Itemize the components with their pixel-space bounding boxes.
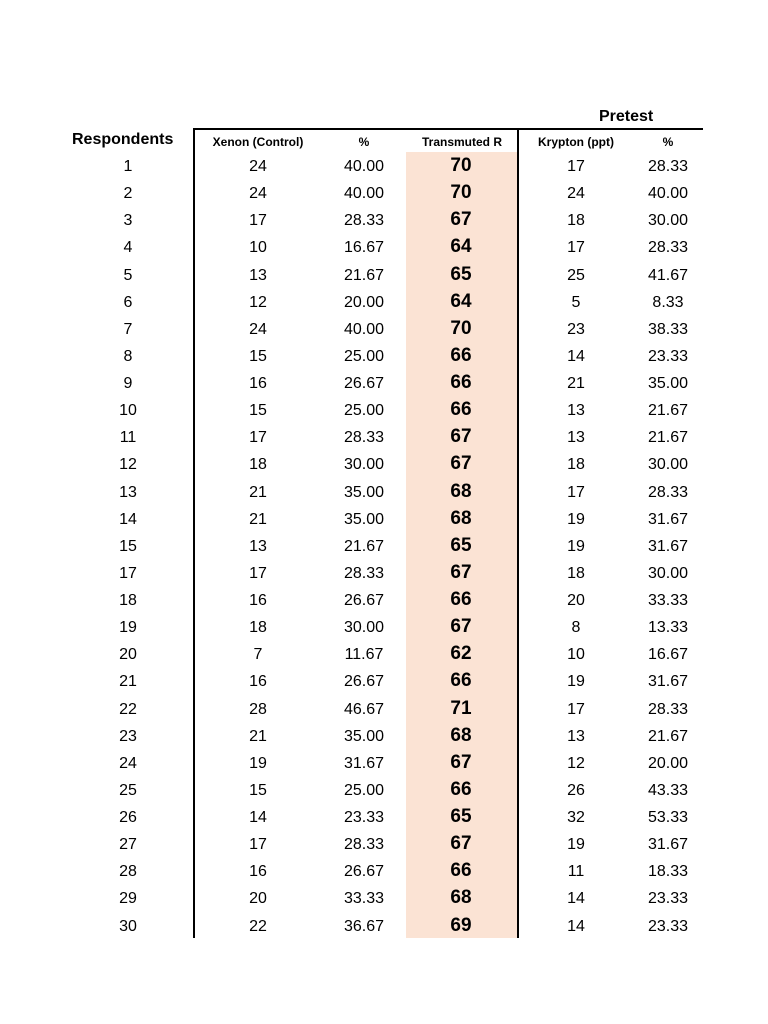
krypton-percent-value: 33.33 bbox=[647, 592, 689, 609]
respondent-number: 9 bbox=[123, 375, 133, 392]
transmuted-r-value: 66 bbox=[450, 860, 472, 882]
xenon-control-value: 19 bbox=[249, 754, 267, 772]
respondent-number: 19 bbox=[119, 619, 137, 637]
krypton-ppt-value: 24 bbox=[567, 185, 585, 203]
xenon-control-value: 17 bbox=[249, 212, 267, 230]
xenon-control-value: 21 bbox=[249, 727, 267, 745]
xenon-control-value: 18 bbox=[249, 619, 267, 637]
krypton-percent-value: 35.00 bbox=[647, 375, 689, 392]
data-table-body bbox=[0, 153, 768, 940]
respondent-number: 15 bbox=[119, 537, 137, 555]
krypton-ppt-value: 18 bbox=[567, 212, 585, 230]
krypton-ppt-value: 14 bbox=[567, 917, 585, 935]
table-row bbox=[0, 587, 768, 614]
krypton-percent-value: 30.00 bbox=[647, 212, 689, 230]
respondent-number: 18 bbox=[119, 592, 137, 609]
xenon-control-value: 24 bbox=[249, 320, 267, 338]
transmuted-r-value: 70 bbox=[450, 155, 472, 176]
transmuted-r-value: 70 bbox=[450, 182, 472, 204]
xenon-percent-value: 40.00 bbox=[343, 158, 385, 175]
table-row bbox=[0, 397, 768, 424]
transmuted-r-value: 67 bbox=[450, 616, 472, 638]
krypton-percent-value: 30.00 bbox=[647, 564, 689, 582]
xenon-control-value: 16 bbox=[249, 375, 267, 392]
krypton-ppt-value: 17 bbox=[567, 700, 585, 718]
respondent-number: 14 bbox=[119, 510, 137, 528]
krypton-percent-value: 43.33 bbox=[647, 781, 689, 799]
table-row bbox=[0, 180, 768, 207]
table-row bbox=[0, 207, 768, 234]
krypton-ppt-value: 32 bbox=[567, 809, 585, 826]
xenon-percent-value: 25.00 bbox=[343, 347, 385, 365]
krypton-percent-value: 21.67 bbox=[647, 429, 689, 447]
transmuted-r-value: 69 bbox=[450, 914, 472, 936]
xenon-percent-value: 30.00 bbox=[343, 456, 385, 474]
respondent-number: 10 bbox=[119, 402, 137, 420]
transmuted-r-value: 62 bbox=[450, 643, 472, 665]
krypton-percent-value: 20.00 bbox=[647, 754, 689, 772]
krypton-percent-value: 23.33 bbox=[647, 890, 689, 908]
krypton-ppt-value: 25 bbox=[567, 266, 585, 284]
transmuted-r-value: 67 bbox=[450, 751, 472, 773]
xenon-control-value: 22 bbox=[249, 917, 267, 935]
transmuted-r-value: 68 bbox=[450, 887, 472, 909]
respondent-number: 11 bbox=[119, 429, 137, 447]
krypton-ppt-value: 23 bbox=[567, 320, 585, 338]
table-row bbox=[0, 668, 768, 695]
respondent-number: 28 bbox=[119, 863, 137, 881]
xenon-percent-header: % bbox=[358, 135, 370, 149]
krypton-percent-value: 31.67 bbox=[647, 537, 689, 555]
table-row bbox=[0, 750, 768, 777]
transmuted-r-value: 67 bbox=[450, 426, 472, 448]
respondent-number: 12 bbox=[119, 456, 137, 474]
xenon-percent-value: 28.33 bbox=[343, 212, 385, 230]
table-row bbox=[0, 451, 768, 478]
xenon-percent-value: 20.00 bbox=[343, 293, 385, 311]
respondents-header: Respondents bbox=[72, 131, 174, 148]
xenon-percent-value: 28.33 bbox=[343, 836, 385, 854]
respondent-number: 7 bbox=[123, 320, 133, 338]
krypton-ppt-value: 8 bbox=[571, 619, 581, 637]
transmuted-r-value: 65 bbox=[450, 263, 472, 285]
xenon-control-value: 24 bbox=[249, 185, 267, 203]
transmuted-r-value: 66 bbox=[450, 778, 472, 800]
xenon-percent-value: 23.33 bbox=[343, 809, 385, 826]
krypton-ppt-value: 13 bbox=[567, 402, 585, 420]
table-row bbox=[0, 560, 768, 587]
xenon-control-value: 12 bbox=[249, 293, 267, 311]
krypton-ppt-value: 19 bbox=[567, 537, 585, 555]
transmuted-r-value: 66 bbox=[450, 589, 472, 610]
krypton-percent-value: 21.67 bbox=[647, 402, 689, 420]
pretest-group-label: Pretest bbox=[599, 108, 654, 125]
respondent-number: 8 bbox=[123, 347, 133, 365]
krypton-percent-value: 31.67 bbox=[647, 673, 689, 691]
respondent-number: 25 bbox=[119, 781, 137, 799]
xenon-control-value: 15 bbox=[249, 347, 267, 365]
krypton-ppt-value: 21 bbox=[567, 375, 585, 392]
transmuted-r-value: 66 bbox=[450, 399, 472, 421]
xenon-control-value: 17 bbox=[249, 429, 267, 447]
respondent-number: 24 bbox=[119, 754, 137, 772]
xenon-percent-value: 26.67 bbox=[343, 863, 385, 881]
krypton-percent-value: 16.67 bbox=[647, 646, 689, 664]
xenon-percent-value: 30.00 bbox=[343, 619, 385, 637]
krypton-percent-value: 23.33 bbox=[647, 917, 689, 935]
table-row bbox=[0, 831, 768, 858]
transmuted-r-value: 64 bbox=[450, 290, 472, 312]
transmuted-r-value: 70 bbox=[450, 317, 472, 339]
xenon-percent-value: 33.33 bbox=[343, 890, 385, 908]
respondent-number: 27 bbox=[119, 836, 137, 854]
transmuted-r-value: 68 bbox=[450, 724, 472, 746]
xenon-percent-value: 26.67 bbox=[343, 673, 385, 691]
krypton-ppt-value: 10 bbox=[567, 646, 585, 664]
transmuted-r-value: 66 bbox=[450, 670, 472, 692]
krypton-ppt-value: 13 bbox=[567, 429, 585, 447]
krypton-percent-value: 18.33 bbox=[647, 863, 689, 881]
xenon-control-value: 16 bbox=[249, 592, 267, 609]
respondent-number: 13 bbox=[119, 483, 137, 501]
krypton-ppt-value: 12 bbox=[567, 754, 585, 772]
xenon-percent-value: 25.00 bbox=[343, 402, 385, 420]
xenon-percent-value: 35.00 bbox=[343, 727, 385, 745]
table-row bbox=[0, 479, 768, 506]
xenon-percent-value: 35.00 bbox=[343, 483, 385, 501]
transmuted-r-value: 64 bbox=[450, 236, 472, 258]
transmuted-r-value: 65 bbox=[450, 534, 472, 556]
krypton-percent-value: 31.67 bbox=[647, 836, 689, 854]
xenon-percent-value: 21.67 bbox=[343, 537, 385, 555]
xenon-percent-value: 11.67 bbox=[344, 646, 384, 664]
krypton-percent-value: 28.33 bbox=[647, 700, 689, 718]
krypton-percent-value: 23.33 bbox=[647, 347, 689, 365]
xenon-control-value: 28 bbox=[249, 700, 267, 718]
xenon-control-value: 21 bbox=[249, 510, 267, 528]
xenon-percent-value: 26.67 bbox=[343, 375, 385, 392]
table-row bbox=[0, 696, 768, 723]
respondent-number: 3 bbox=[123, 212, 133, 230]
table-row bbox=[0, 343, 768, 370]
table-row bbox=[0, 316, 768, 343]
transmuted-r-value: 68 bbox=[450, 480, 472, 502]
krypton-percent-value: 28.33 bbox=[647, 483, 689, 501]
header-rule bbox=[193, 128, 703, 130]
table-row bbox=[0, 858, 768, 885]
table-row bbox=[0, 506, 768, 533]
xenon-control-value: 15 bbox=[249, 781, 267, 799]
xenon-control-value: 16 bbox=[249, 673, 267, 691]
krypton-ppt-value: 19 bbox=[567, 673, 585, 691]
table-row bbox=[0, 370, 768, 397]
respondent-number: 22 bbox=[119, 700, 137, 718]
krypton-ppt-value: 18 bbox=[567, 456, 585, 474]
table-row bbox=[0, 777, 768, 804]
krypton-ppt-value: 17 bbox=[567, 483, 585, 501]
transmuted-r-value: 67 bbox=[450, 453, 472, 475]
xenon-percent-value: 40.00 bbox=[343, 320, 385, 338]
respondent-number: 29 bbox=[119, 890, 137, 908]
xenon-control-value: 13 bbox=[249, 266, 267, 284]
krypton-ppt-value: 19 bbox=[567, 510, 585, 528]
transmuted-r-value: 65 bbox=[450, 806, 472, 827]
table-row bbox=[0, 913, 768, 940]
transmuted-r-value: 66 bbox=[450, 344, 472, 366]
krypton-percent-value: 41.67 bbox=[647, 266, 689, 284]
krypton-ppt-value: 14 bbox=[567, 890, 585, 908]
respondent-number: 1 bbox=[123, 158, 133, 175]
xenon-percent-value: 21.67 bbox=[343, 266, 385, 284]
transmuted-r-value: 68 bbox=[450, 507, 472, 529]
xenon-control-value: 20 bbox=[249, 890, 267, 908]
xenon-percent-value: 28.33 bbox=[343, 564, 385, 582]
respondent-number: 5 bbox=[123, 266, 133, 284]
krypton-percent-header: % bbox=[662, 135, 674, 149]
xenon-percent-value: 16.67 bbox=[343, 239, 385, 257]
xenon-control-value: 17 bbox=[249, 564, 267, 582]
krypton-ppt-value: 20 bbox=[567, 592, 585, 609]
krypton-ppt-value: 5 bbox=[571, 293, 581, 311]
table-row bbox=[0, 234, 768, 261]
xenon-control-value: 14 bbox=[249, 809, 267, 826]
respondent-number: 17 bbox=[119, 564, 137, 582]
table-row bbox=[0, 804, 768, 831]
transmuted-r-value: 66 bbox=[450, 372, 472, 393]
xenon-control-value: 13 bbox=[249, 537, 267, 555]
krypton-ppt-value: 11 bbox=[567, 863, 585, 881]
xenon-percent-value: 25.00 bbox=[343, 781, 385, 799]
krypton-percent-value: 31.67 bbox=[647, 510, 689, 528]
transmuted-r-value: 67 bbox=[450, 561, 472, 583]
respondent-number: 20 bbox=[119, 646, 137, 664]
table-row bbox=[0, 614, 768, 641]
xenon-percent-value: 26.67 bbox=[343, 592, 385, 609]
transmuted-r-value: 67 bbox=[450, 833, 472, 855]
krypton-percent-value: 28.33 bbox=[647, 239, 689, 257]
krypton-percent-value: 21.67 bbox=[647, 727, 689, 745]
krypton-ppt-header: Krypton (ppt) bbox=[538, 135, 614, 149]
respondent-number: 2 bbox=[123, 185, 133, 203]
table-row bbox=[0, 641, 768, 668]
table-row bbox=[0, 885, 768, 912]
xenon-control-value: 7 bbox=[253, 646, 263, 664]
xenon-control-value: 21 bbox=[249, 483, 267, 501]
table-row bbox=[0, 424, 768, 451]
krypton-ppt-value: 14 bbox=[567, 347, 585, 365]
table-row bbox=[0, 289, 768, 316]
xenon-percent-value: 36.67 bbox=[343, 917, 385, 935]
krypton-percent-value: 13.33 bbox=[647, 619, 689, 637]
krypton-ppt-value: 26 bbox=[567, 781, 585, 799]
xenon-percent-value: 46.67 bbox=[343, 700, 385, 718]
transmuted-r-value: 67 bbox=[450, 209, 472, 231]
krypton-ppt-value: 17 bbox=[567, 239, 585, 257]
xenon-control-value: 10 bbox=[249, 239, 267, 257]
xenon-percent-value: 40.00 bbox=[343, 185, 385, 203]
table-row bbox=[0, 262, 768, 289]
respondent-number: 26 bbox=[119, 809, 137, 826]
respondent-number: 30 bbox=[119, 917, 137, 935]
respondent-number: 4 bbox=[123, 239, 133, 257]
xenon-percent-value: 28.33 bbox=[343, 429, 385, 447]
xenon-control-value: 18 bbox=[249, 456, 267, 474]
respondent-number: 23 bbox=[119, 727, 137, 745]
table-row bbox=[0, 533, 768, 560]
xenon-percent-value: 35.00 bbox=[343, 510, 385, 528]
respondent-number: 6 bbox=[123, 293, 133, 311]
table-row bbox=[0, 153, 768, 180]
krypton-percent-value: 38.33 bbox=[647, 320, 689, 338]
krypton-percent-value: 30.00 bbox=[647, 456, 689, 474]
xenon-control-value: 17 bbox=[249, 836, 267, 854]
krypton-ppt-value: 19 bbox=[567, 836, 585, 854]
xenon-control-value: 15 bbox=[249, 402, 267, 420]
xenon-control-value: 24 bbox=[249, 158, 267, 175]
krypton-percent-value: 40.00 bbox=[647, 185, 689, 203]
table-row bbox=[0, 723, 768, 750]
transmuted-r-header: Transmuted R bbox=[421, 135, 502, 149]
krypton-ppt-value: 17 bbox=[567, 158, 585, 175]
krypton-ppt-value: 13 bbox=[567, 727, 585, 745]
respondent-number: 21 bbox=[119, 673, 137, 691]
krypton-percent-value: 8.33 bbox=[652, 293, 684, 311]
krypton-percent-value: 53.33 bbox=[647, 809, 689, 826]
xenon-percent-value: 31.67 bbox=[343, 754, 385, 772]
krypton-ppt-value: 18 bbox=[567, 564, 585, 582]
xenon-control-header: Xenon (Control) bbox=[212, 135, 304, 149]
transmuted-r-value: 71 bbox=[450, 697, 472, 719]
xenon-control-value: 16 bbox=[249, 863, 267, 881]
krypton-percent-value: 28.33 bbox=[647, 158, 689, 175]
